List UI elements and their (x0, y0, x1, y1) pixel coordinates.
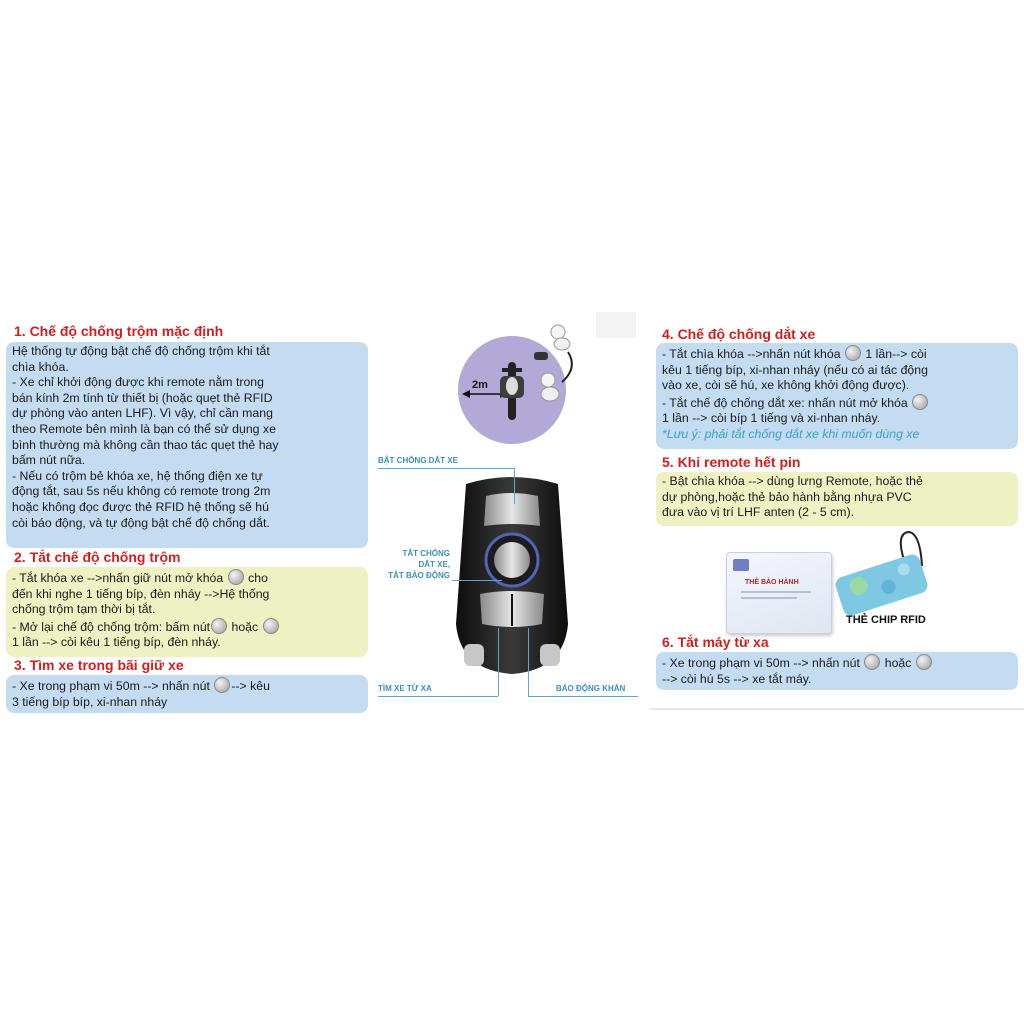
callout-emergency-alarm: BÁO ĐỘNG KHẨN (556, 684, 626, 693)
lock-button-icon (916, 654, 932, 670)
section3-title: 3. Tìm xe trong bãi giữ xe (14, 657, 184, 673)
section4-title: 4. Chế độ chống dắt xe (662, 326, 816, 342)
section4-line: kêu 1 tiếng bíp, xi-nhan nháy (nếu có ai tác động (662, 362, 928, 377)
section1-title: 1. Chế độ chống trộm mặc định (14, 323, 224, 339)
section2-line: chống trộm tạm thời bị tắt. (12, 602, 156, 617)
section1-line: dự phòng vào anten LHF). Vì vậy, chỉ cần mang (12, 406, 273, 421)
lock-button-icon (845, 345, 861, 361)
section5-box (656, 472, 1018, 526)
unlock-button-icon (263, 618, 279, 634)
section3-line: - Xe trong phạm vi 50m --> nhấn nút --> kêu (12, 679, 270, 693)
placeholder-square (596, 312, 636, 338)
warranty-card (726, 552, 832, 634)
section4-line: - Tắt chế độ chống dắt xe: nhấn nút mở khóa (662, 394, 1012, 412)
section1-line: bình thường mà không cần thao tác quẹt thẻ hay (12, 437, 279, 452)
section2-line: - Tắt khóa xe -->nhấn giữ nút mở khóa cho (12, 571, 268, 585)
section1-line: bán kính 2m tính từ thiết bị (hoặc quẹt thẻ RFID (12, 390, 273, 405)
section1-line: - Xe chỉ khởi động được khi remote nằm trong (12, 375, 264, 390)
rfid-chip (830, 526, 940, 616)
section4-note: *Lưu ý: phải tắt chống dắt xe khi muốn dùng xe (662, 426, 920, 441)
section6-box (656, 652, 1018, 690)
section6-line: --> còi hú 5s --> xe tắt máy. (662, 671, 812, 686)
section1-line: chìa khóa. (12, 359, 69, 374)
section2-line: 1 lần --> còi kêu 1 tiếng bíp, đèn nháy. (12, 635, 221, 650)
section5-line: đưa vào vị trí LHF anten (2 - 5 cm). (662, 505, 855, 520)
range-diagram (450, 318, 590, 448)
unlock-button-icon (228, 569, 244, 585)
section1-line: theo Remote bên mình là bạn có thể sử dụng xe (12, 421, 276, 436)
section2-box (6, 567, 368, 657)
section5-line: dự phòng,hoặc thẻ bảo hành bằng nhựa PVC (662, 489, 912, 504)
section4-line: 1 lần --> còi bíp 1 tiếng và xi-nhan nháy. (662, 411, 881, 426)
callout-find-car: TÌM XE TỪ XA (378, 684, 432, 693)
section4-line: vào xe, còi sẽ hú, xe không khởi động được). (662, 378, 910, 393)
section2-title: 2. Tắt chế độ chống trộm (14, 549, 181, 565)
section1-box (6, 342, 368, 548)
section5-line: - Bật chìa khóa --> dùng lưng Remote, hoặc thẻ (662, 474, 923, 488)
lock-button-icon (211, 618, 227, 634)
warranty-card-logo (733, 559, 749, 571)
section1-line: bấm nút nữa. (12, 453, 86, 468)
find-button-icon (864, 654, 880, 670)
callout-lock-antitheft: BẬT CHỐNG DẮT XE (378, 456, 458, 465)
find-button-icon (214, 677, 230, 693)
unlock-button (494, 542, 530, 578)
rfid-chip-label: THẺ CHIP RFID (846, 614, 926, 626)
section6-title: 6. Tắt máy từ xa (662, 634, 769, 650)
section2-line: - Mở lại chế độ chống trộm: bấm nút hoặc (12, 618, 362, 636)
section1-line: hoặc không đọc được thẻ RFID hệ thống sẽ hú (12, 499, 269, 514)
section1-line: - Nếu có trộm bẻ khóa xe, hệ thống điện xe tự (12, 468, 263, 483)
section4-line: - Tắt chìa khóa -->nhấn nút khóa 1 lần--> còi (662, 347, 927, 361)
unlock-button-icon (912, 394, 928, 410)
remote-key (452, 474, 572, 690)
section3-line: 3 tiếng bíp bíp, xi-nhan nháy (12, 694, 168, 709)
distance-label: 2m (472, 379, 488, 391)
section2-line: đến khi nghe 1 tiếng bíp, đèn nháy -->Hệ thống (12, 586, 270, 601)
callout-unlock: TẮT CHỐNG DẮT XE, TẮT BÁO ĐỘNG (388, 549, 450, 580)
section5-title: 5. Khi remote hết pin (662, 454, 801, 470)
divider (650, 708, 1024, 710)
lock-button (484, 493, 540, 526)
section4-box (656, 343, 1018, 449)
section1-line: động tắt, sau 5s nếu không có remote trong 2m (12, 484, 271, 499)
section1-line: Hệ thống tự động bật chế độ chống trộm khi tắt (12, 344, 270, 358)
section3-box (6, 675, 368, 713)
section6-line: - Xe trong phạm vi 50m --> nhấn nút hoặc (662, 654, 1012, 672)
warranty-card-title: THẺ BẢO HÀNH (745, 579, 799, 586)
section1-line: còi báo động, và tự động bật chế độ chống dắt. (12, 515, 270, 530)
